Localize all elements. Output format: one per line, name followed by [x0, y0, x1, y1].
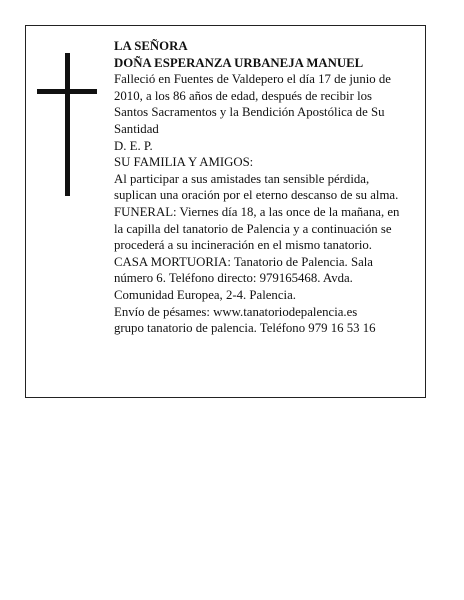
dep-line: D. E. P.	[114, 138, 153, 153]
death-text-line: Santos Sacramentos y la Bendición Apostólica de Su	[114, 105, 385, 120]
family-text-line: Al participar a sus amistades tan sensible pérdida,	[114, 171, 370, 186]
casa-mortuoria-line: Comunidad Europea, 2-4. Palencia.	[114, 287, 296, 302]
family-text-line: suplican una oración por el eterno descanso de su alma.	[114, 188, 399, 203]
death-text-line: Santidad	[114, 121, 159, 136]
condolence-line: Envío de pésames: www.tanatoriodepalencia.es	[114, 304, 358, 319]
death-text-line: Falleció en Fuentes de Valdepero el día 17 de junio de	[114, 72, 391, 87]
funeral-text-line: procederá a su incineración en el mismo tanatorio.	[114, 238, 372, 253]
cross-icon	[37, 53, 97, 198]
group-contact-line: grupo tanatorio de palencia. Teléfono 979 16 53 16	[114, 321, 376, 336]
death-text-line: 2010, a los 86 años de edad, después de recibir los	[114, 88, 373, 103]
funeral-text-line: FUNERAL: Viernes día 18, a las once de la mañana, en	[114, 204, 400, 219]
notice-text	[114, 38, 414, 337]
cross-vertical-bar	[65, 53, 70, 196]
deceased-name: DOÑA ESPERANZA URBANEJA MANUEL	[114, 55, 364, 70]
casa-mortuoria-line: número 6. Teléfono directo: 979165468. Avda.	[114, 271, 353, 286]
cross-horizontal-bar	[37, 89, 97, 94]
funeral-text-line: la capilla del tanatorio de Palencia y a continuación se	[114, 221, 392, 236]
casa-mortuoria-line: CASA MORTUORIA: Tanatorio de Palencia. Sala	[114, 254, 373, 269]
family-heading: SU FAMILIA Y AMIGOS:	[114, 155, 254, 170]
notice-heading-1: LA SEÑORA	[114, 39, 188, 53]
